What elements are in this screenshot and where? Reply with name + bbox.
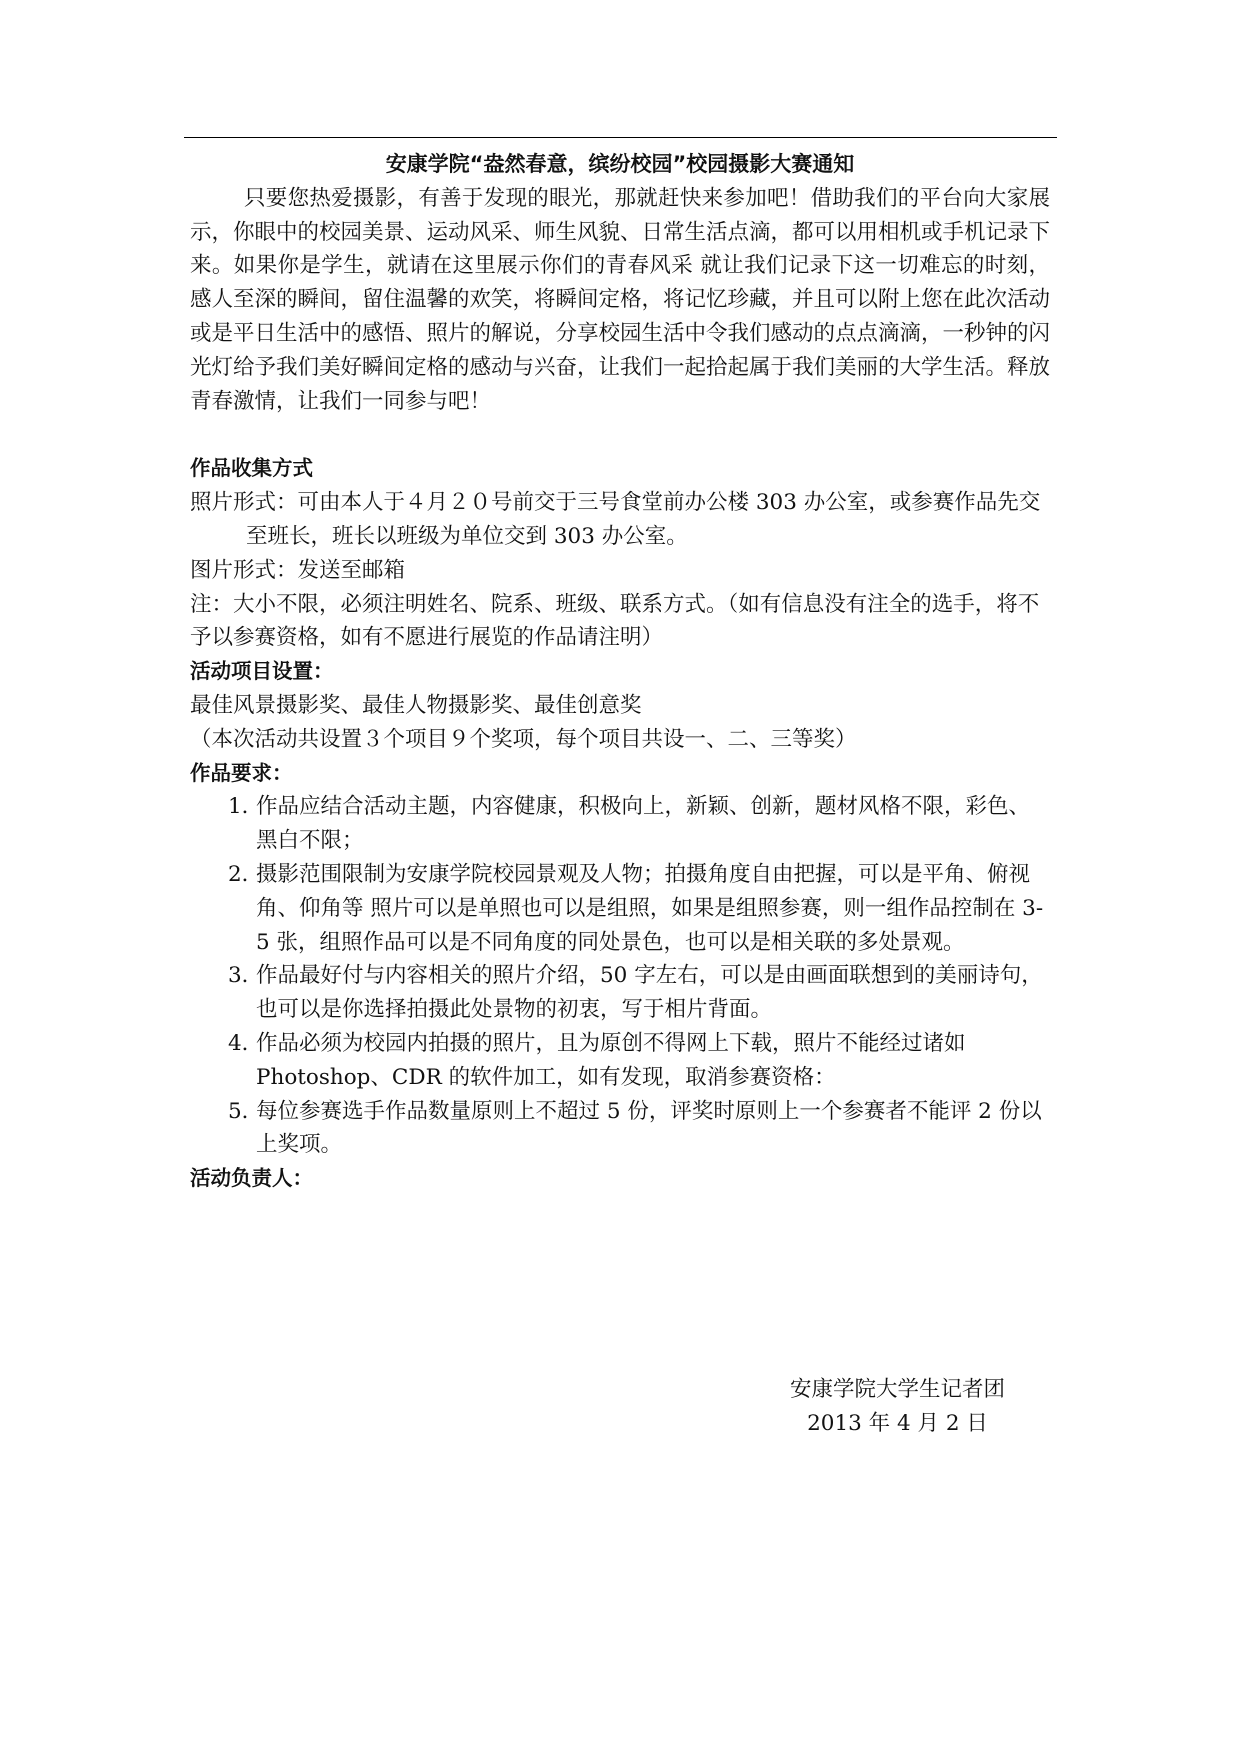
document-title: 安康学院“盎然春意，缤纷校园”校园摄影大赛通知	[385, 152, 855, 176]
requirement-number: 4．	[228, 1030, 264, 1056]
requirements-heading: 作品要求：	[190, 760, 293, 785]
collection-heading: 作品收集方式	[190, 456, 313, 481]
requirement-number: 2．	[228, 861, 264, 887]
organizer-heading: 活动负责人：	[190, 1166, 313, 1191]
requirement-item	[190, 790, 1050, 858]
requirement-number: 3．	[228, 963, 264, 989]
signature-org: 安康学院大学生记者团	[790, 1377, 1006, 1402]
signature-block	[790, 1373, 1005, 1441]
requirement-item	[190, 1027, 1050, 1095]
awards-heading: 活动项目设置：	[190, 659, 334, 684]
header-rule	[184, 137, 1057, 138]
image-form-text: 图片形式：发送至邮箱	[190, 557, 406, 583]
collection-note: 注：大小不限，必须注明姓名、院系、班级、联系方式。（如有信息没有注全的选手，将不予以参赛资格，如有不愿进行展览的作品请注明）	[190, 591, 1040, 651]
photo-form-text: 照片形式：可由本人于４月２０号前交于三号食堂前办公楼 303 办公室，或参赛作品先交至班长，班长以班级为单位交到 303 办公室。	[190, 490, 1041, 549]
requirement-text: 作品应结合活动主题，内容健康，积极向上，新颖、创新，题材风格不限，彩色、黑白不限；	[256, 794, 1031, 854]
requirement-text: 每位参赛选手作品数量原则上不超过 5 份，评奖时原则上一个参赛者不能评 2 份以上奖项。	[256, 1098, 1042, 1158]
requirement-text: 作品必须为校园内拍摄的照片，且为原创不得网上下载，照片不能经过诸如 Photoshop、CDR 的软件加工，如有发现，取消参赛资格：	[256, 1030, 966, 1090]
intro-paragraph: 只要您热爱摄影，有善于发现的眼光，那就赶快来参加吧！借助我们的平台向大家展示，你眼中的校园美景、运动风采、师生风貌、日常生活点滴，都可以用相机或手机记录下来。如果你是学生，就请在这里展示你们的青春风采 就让我们记录下这一切难忘的时刻，感人至深的瞬间，留住温馨的欢笑，将瞬间定格，将记忆珍藏，并且可以附上您在此次活动或是平日生活中的感悟、照片的解说，分享校园生活中令我们感动的点点滴滴，一秒钟的闪光灯给予我们美好瞬间定格的感动与兴奋，让我们一起拾起属于我们美丽的大学生活。释放青春激情，让我们一同参与吧！	[190, 185, 1051, 414]
requirement-item	[190, 858, 1050, 959]
requirement-text: 作品最好付与内容相关的照片介绍，50 字左右，可以是由画面联想到的美丽诗句，也可以是你选择拍摄此处景物的初衷，写于相片背面。	[256, 963, 1043, 1023]
blank-line	[190, 418, 1050, 452]
requirement-number: 1．	[228, 794, 264, 820]
awards-note: （本次活动共设置３个项目９个奖项，每个项目共设一、二、三等奖）	[190, 726, 857, 752]
requirement-text: 摄影范围限制为安康学院校园景观及人物；拍摄角度自由把握，可以是平角、俯视角、仰角等 照片可以是单照也可以是组照，如果是组照参赛，则一组作品控制在 3-5 张，组照作品可以是不同角度的同处景色，也可以是相关联的多处景观。	[256, 861, 1044, 955]
signature-date: 2013 年 4 月 2 日	[807, 1411, 988, 1436]
requirement-item	[190, 959, 1050, 1027]
awards-list: 最佳风景摄影奖、最佳人物摄影奖、最佳创意奖	[190, 692, 642, 718]
document-body	[190, 148, 1050, 1196]
requirement-item	[190, 1095, 1050, 1163]
requirement-number: 5．	[228, 1098, 264, 1124]
